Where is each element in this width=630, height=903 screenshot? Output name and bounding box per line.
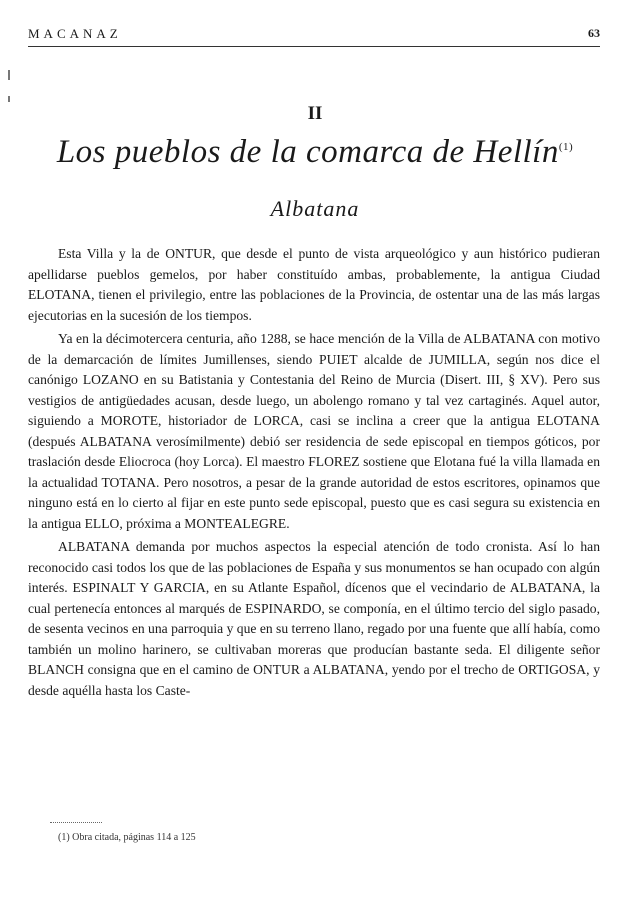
running-title: MACANAZ [28,26,122,41]
section-title: Albatana [270,196,360,221]
footnote-rule [50,822,102,823]
page-number: 63 [588,26,600,40]
header-rule [28,46,600,47]
footnote: (1) Obra citada, páginas 114 a 125 [58,832,196,843]
chapter-title-text: Los pueblos de la comarca de Hellín [56,134,559,170]
paragraph: Esta Villa y la de ONTUR, que desde el punto de vista arqueológico y aun histórico pudieran apellidarse pueblos gemelos, por haber constituído ambas, probablemente, la antigua Ciudad ELOTANA, tienen el privilegio, entre las poblaciones de la Provincia, de ostentar una de las más largas ejecutorias en la sucesión de los tiempos. [28,246,600,323]
chapter-title [0,134,630,171]
chapter-number: II [307,103,323,124]
paragraph: ALBATANA demanda por muchos aspectos la especial atención de todo cronista. Así lo han reconocido casi todos los que de las poblaciones de España y sus monumentos se han ocupado con algún interés. ESPINALT Y GARCIA, en su Atlante Español, dícenos que el vecindario de ALBATANA, la cual pertenecía entonces al marqués de ESPINARDO, se componía, en el último tercio del siglo pasado, de sesenta vecinos en una parroquia y que en su terreno llano, regado por una fuente que allí había, como también un molino harinero, se cultivaban moreras que producían bastante seda. El diligente señor BLANCH consigna que en el camino de ONTUR a ALBATANA, yendo por el trecho de ORTIGOSA, y desde aquélla hasta los Caste- [28,539,600,698]
margin-mark [8,70,10,80]
running-header [28,26,600,44]
footnote-ref: (1) [558,141,574,153]
paragraph: Ya en la décimotercera centuria, año 1288, se hace mención de la Villa de ALBATANA con motivo de la demarcación de límites Jumillenses, siendo PUIET alcalde de JUMILLA, según nos dice el canónigo LOZANO en su Batistania y Contestania del Reino de Murcia (Disert. III, § XV). Pero sus vestigios de antigüedades acusan, desde luego, un abolengo romano y tal vez cartaginés. Aquel autor, siguiendo a MOROTE, historiador de LORCA, casi se inclina a creer que la antigua ELOTANA (después ALBATANA verosímilmente) debió ser residencia de sede episcopal en tiempos góticos, por traslación desde Eliocroca (hoy Lorca). El maestro FLOREZ sostiene que Elotana fué la villa llamada en la actualidad TOTANA. Pero nosotros, a pesar de la grande autoridad de estos escritores, opinamos que ninguno está en lo cierto al fijar en este punto sede episcopal, puesto que es casi segura su existencia en la antigua ELLO, próxima a MONTEALEGRE. [28,331,600,531]
margin-mark [8,96,10,102]
body-text [28,244,600,704]
